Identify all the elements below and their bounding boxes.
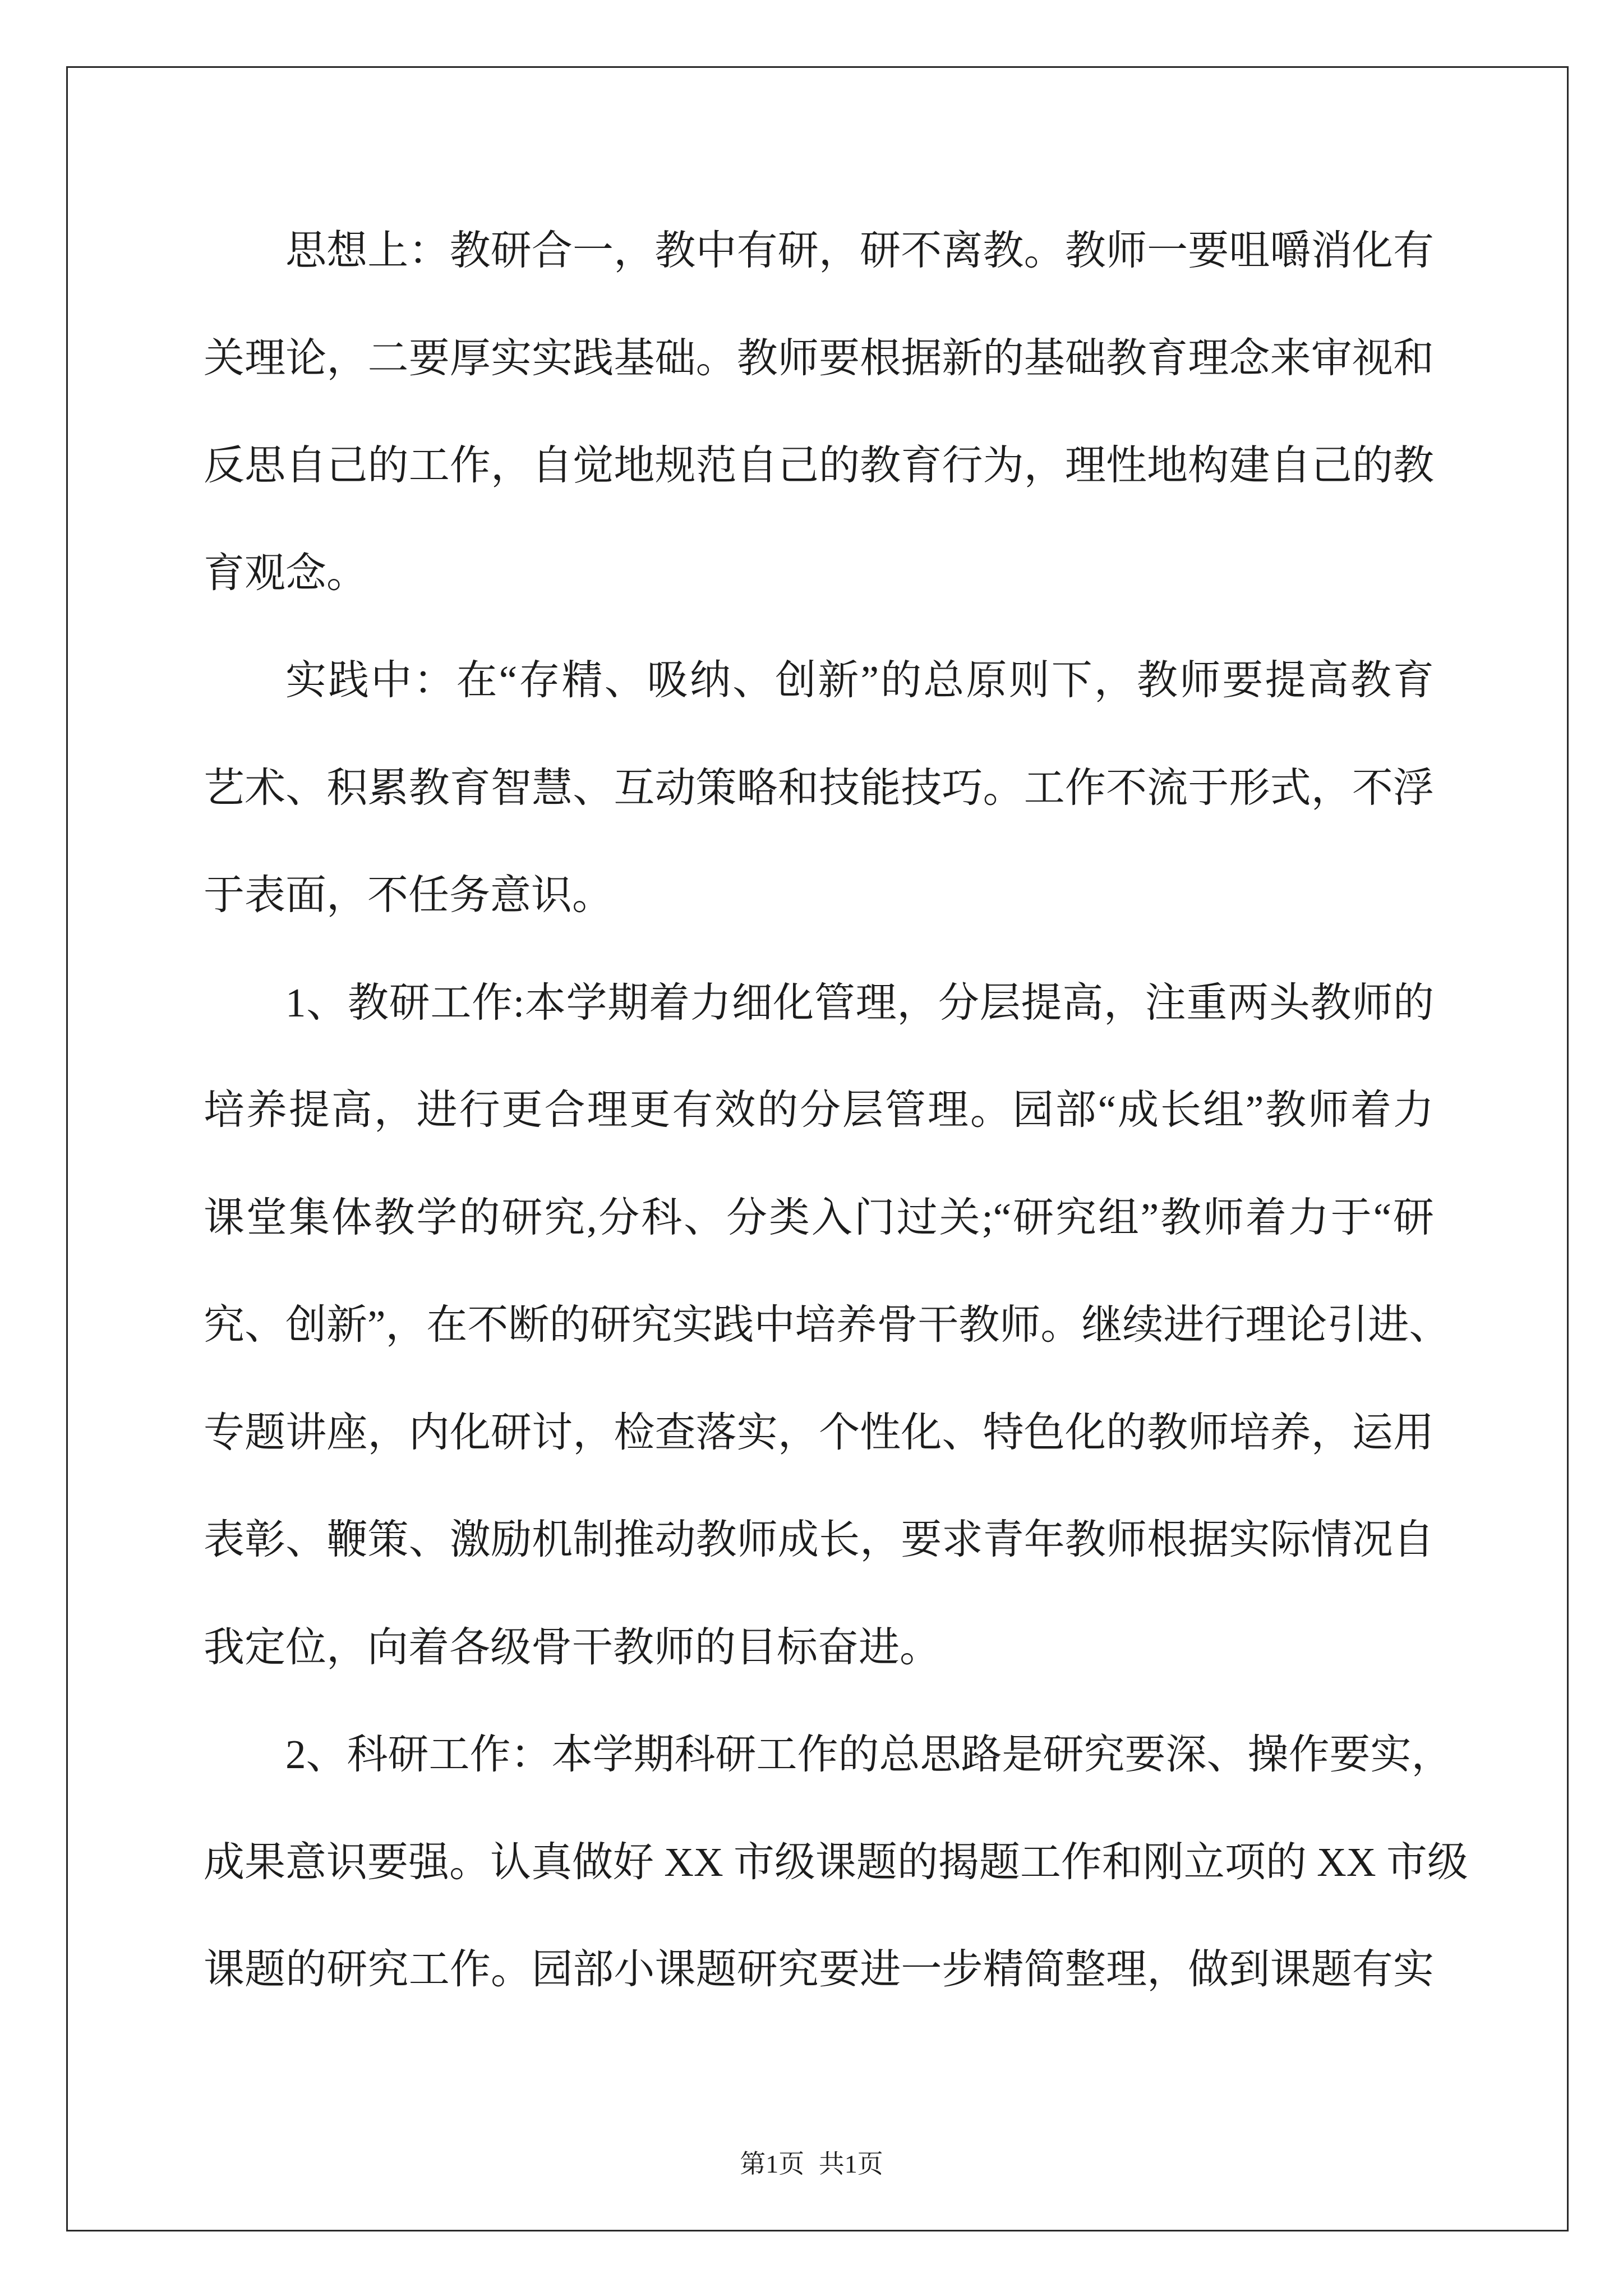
text-line: 专题讲座，内化研讨，检查落实，个性化、特色化的教师培养，运用: [204, 1409, 1434, 1455]
text-line: 培养提高，进行更合理更有效的分层管理。园部“成长组”教师着力: [204, 1087, 1434, 1133]
text-line: 1、教研工作:本学期着力细化管理，分层提高，注重两头教师的: [285, 979, 1434, 1025]
text-line: 育观念。: [204, 550, 367, 596]
text-line: 于表面，不任务意识。: [204, 872, 613, 918]
text-line: 表彰、鞭策、激励机制推动教师成长，要求青年教师根据实际情况自: [204, 1517, 1434, 1562]
paragraph-thinking: [204, 197, 1434, 627]
text-line: 实践中：在“存精、吸纳、创新”的总原则下，教师要提高教育: [285, 657, 1434, 703]
text-line: 我定位，向着各级骨干教师的目标奋进。: [204, 1624, 940, 1670]
text-line: 究、创新”，在不断的研究实践中培养骨干教师。继续进行理论引进、: [204, 1302, 1450, 1347]
text-line: 艺术、积累教育智慧、互动策略和技能技巧。工作不流于形式，不浮: [204, 765, 1434, 811]
text-line: 成果意识要强。认真做好 XX 市级课题的揭题工作和刚立项的 XX 市级: [204, 1839, 1468, 1885]
body-text: [204, 197, 1468, 2023]
text-line: 2、科研工作：本学期科研工作的总思路是研究要深、操作要实，: [285, 1732, 1453, 1777]
text-line: 反思自己的工作，自觉地规范自己的教育行为，理性地构建自己的教: [204, 443, 1434, 488]
paragraph-practice: [204, 627, 1434, 949]
page-number-footer: 第1页 共1页: [740, 2150, 883, 2178]
paragraph-teaching-research: [204, 949, 1450, 1701]
text-line: 课题的研究工作。园部小课题研究要进一步精简整理，做到课题有实: [204, 1947, 1434, 1992]
paragraph-scientific-research: [204, 1701, 1468, 2023]
text-line: 课堂集体教学的研究,分科、分类入门过关;“研究组”教师着力于“研: [204, 1194, 1434, 1240]
text-line: 关理论，二要厚实实践基础。教师要根据新的基础教育理念来审视和: [204, 335, 1434, 381]
text-line: 思想上：教研合一，教中有研，研不离教。教师一要咀嚼消化有: [285, 228, 1434, 273]
